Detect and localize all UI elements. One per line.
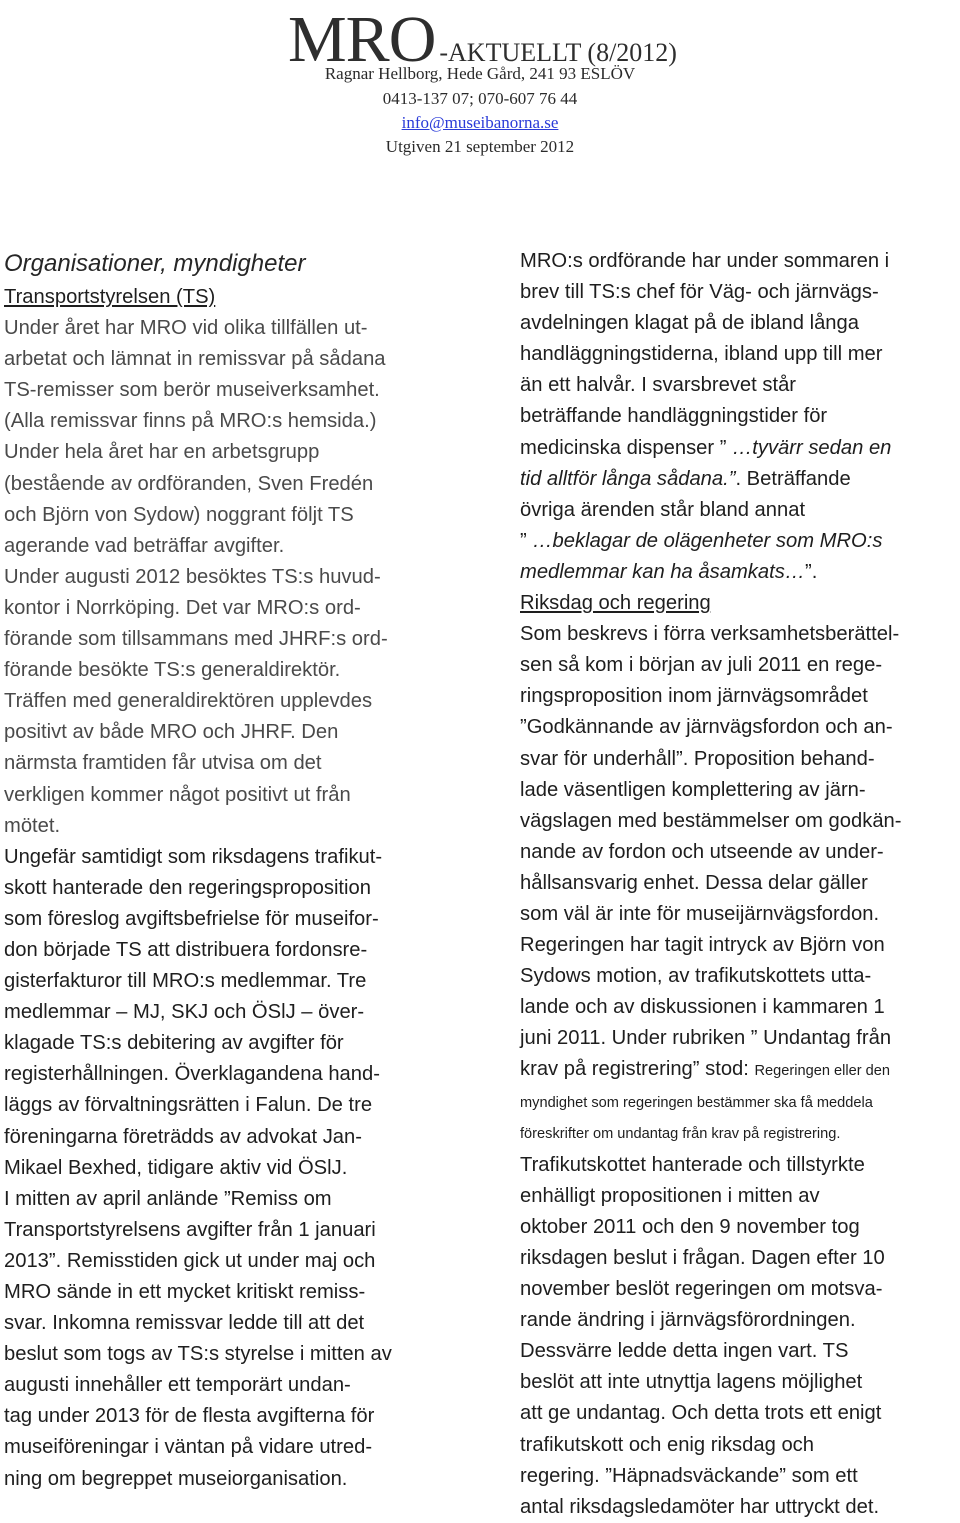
- email-link[interactable]: info@museibanorna.se: [401, 113, 559, 132]
- quote-span: medlemmar kan ha åsamkats…: [520, 560, 805, 583]
- text-line: agerande vad beträffar avgifter.: [4, 534, 285, 557]
- text-line: brev till TS:s chef för Väg- och järnvägs-: [520, 281, 879, 304]
- text-line: enhälligt propositionen i mitten av: [520, 1184, 820, 1207]
- left-column: [4, 246, 454, 1495]
- text-line: don började TS att distribuera fordonsre-: [4, 938, 368, 961]
- text-line: Under augusti 2012 besöktes TS:s huvud-: [4, 565, 381, 588]
- text-line: (Alla remissvar finns på MRO:s hemsida.): [4, 410, 377, 433]
- text-span: positivt av både MRO och JHRF.: [4, 721, 296, 744]
- text-line: [520, 557, 960, 588]
- address: Ragnar Hellborg, Hede Gård, 241 93 ESLÖV: [324, 64, 636, 83]
- text-line: vägslagen med bestämmelser om godkän-: [520, 809, 902, 832]
- sub-heading-riksdag: Riksdag och regering: [520, 592, 711, 615]
- text-line: [520, 526, 960, 557]
- text-line: Regeringen har tagit intryck av Björn von: [520, 934, 885, 957]
- text-line: regering. ”Häpnadsväckande” som ett: [520, 1464, 858, 1487]
- text-span: Det var MRO:s ord-: [180, 596, 361, 619]
- paragraph: [4, 842, 454, 1495]
- text-line: skott hanterade den regeringsproposition: [4, 876, 371, 899]
- sub-heading-transportstyrelsen: Transportstyrelsen (TS): [4, 286, 216, 308]
- text-line: svar för underhåll”. Proposition behand-: [520, 747, 875, 770]
- text-line: beträffande handläggningstider för: [520, 405, 828, 428]
- text-line: arbetat och lämnat in remissvar på sådana: [4, 348, 386, 371]
- text-line: antal riksdagsledamöter har uttryckt det.: [520, 1495, 880, 1518]
- text-line: 2013”. Remisstiden gick ut under maj och: [4, 1249, 376, 1272]
- text-line: sen så kom i början av juli 2011 en rege-: [520, 654, 883, 677]
- text-line: november beslöt regeringen om motsva-: [520, 1278, 883, 1301]
- text-span: ”.: [804, 560, 818, 583]
- title-sub: -AKTUELLT (8/2012): [439, 38, 677, 67]
- text-line: [520, 464, 960, 495]
- text-line: avdelningen klagat på de ibland långa: [520, 312, 859, 335]
- text-span: kontor i Norrköping.: [4, 596, 181, 619]
- paragraph: [520, 1150, 960, 1523]
- text-line: MRO:s ordförande har under sommaren i: [520, 250, 890, 272]
- text-line: Trafikutskottet hanterade och tillstyrkte: [520, 1153, 865, 1176]
- text-line: I mitten av april anlände ”Remiss om: [4, 1187, 332, 1210]
- text-line: Sydows motion, av trafikutskottets utta-: [520, 965, 872, 988]
- paragraph: [520, 246, 960, 588]
- text-line: förande som tillsammans med JHRF:s ord-: [4, 628, 388, 651]
- text-line: lade väsentligen komplettering av järn-: [520, 778, 866, 801]
- phone: 0413-137 07; 070-607 76 44: [382, 89, 578, 108]
- text-line: Transportstyrelsens avgifter från 1 januari: [4, 1218, 376, 1241]
- text-line: Under hela året har en arbetsgrupp: [4, 441, 320, 464]
- text-line: trafikutskott och enig riksdag och: [520, 1433, 814, 1456]
- text-line: förande besökte TS:s generaldirektör.: [4, 659, 341, 682]
- text-line: handläggningstiderna, ibland upp till mer: [520, 343, 883, 366]
- text-line: klagade TS:s debitering av avgifter för: [4, 1032, 344, 1055]
- text-line: som föreslog avgiftsbefrielse för museifor-: [4, 907, 379, 930]
- text-span: krav på registrering” stod:: [520, 1058, 755, 1081]
- right-column: [520, 246, 960, 1523]
- text-line-small: myndighet som regeringen bestämmer ska få meddela: [520, 1094, 873, 1111]
- text-line: MRO sände in ett mycket kritiskt remiss-: [4, 1281, 366, 1303]
- text-line: oktober 2011 och den 9 november tog: [520, 1215, 860, 1238]
- text-line: övriga ärenden står bland annat: [520, 498, 806, 521]
- text-line: riksdagen beslut i frågan. Dagen efter 10: [520, 1247, 885, 1269]
- section-heading: Organisationer, myndigheter: [4, 250, 306, 277]
- text-line: Mikael Bexhed, tidigare aktiv vid ÖSlJ.: [4, 1156, 348, 1179]
- text-line: än ett halvår. I svarsbrevet står: [520, 374, 797, 397]
- quote-span: …tyvärr sedan en: [732, 436, 892, 459]
- text-line: juni 2011. Under rubriken ” Undantag från: [520, 1027, 892, 1050]
- publish-date: Utgiven 21 september 2012: [385, 137, 575, 156]
- text-line: verkligen kommer något positivt ut från: [4, 783, 351, 806]
- text-line: Ungefär samtidigt som riksdagens trafikut-: [4, 845, 383, 868]
- text-line: beslut som togs av TS:s styrelse i mitten av: [4, 1343, 392, 1366]
- quote-small: Regeringen eller den: [754, 1063, 890, 1080]
- quote-span: …beklagar de olägenheter som MRO:s: [532, 529, 883, 552]
- text-span: ”: [520, 529, 533, 552]
- text-line: svar. Inkomna remissvar ledde till att det: [4, 1312, 365, 1335]
- text-line: Som beskrevs i förra verksamhetsberättel-: [520, 623, 900, 646]
- text-line: [520, 1054, 960, 1087]
- text-line: att ge undantag. Och detta trots ett enigt: [520, 1402, 882, 1425]
- text-line: Dessvärre ledde detta ingen vart. TS: [520, 1340, 849, 1363]
- text-line-small: föreskrifter om undantag från krav på registrering.: [520, 1125, 841, 1142]
- text-line: registerhållningen. Överklagandena hand-: [4, 1063, 380, 1086]
- text-line: [4, 717, 454, 748]
- quote-span: tid alltför långa sådana.”: [520, 467, 736, 490]
- text-line: beslöt att inte utnyttja lagens möjlighet: [520, 1371, 863, 1394]
- text-line: som väl är inte för museijärnvägsfordon.: [520, 902, 880, 925]
- text-line: gisterfakturor till MRO:s medlemmar. Tre: [4, 970, 367, 993]
- text-line: tag under 2013 för de flesta avgifterna för: [4, 1405, 375, 1428]
- text-line: läggs av förvaltningsrätten i Falun. De tre: [4, 1094, 373, 1117]
- text-line: närmsta framtiden får utvisa om det: [4, 752, 322, 775]
- text-line: ringsproposition inom järnvägsområdet: [520, 685, 868, 708]
- text-line: lande och av diskussionen i kammaren 1: [520, 996, 885, 1019]
- title-main: MRO: [288, 3, 436, 76]
- text-span: medicinska dispenser ”: [520, 436, 733, 459]
- text-line: [520, 433, 960, 464]
- text-line: hållsansvarig enhet. Dessa delar gäller: [520, 871, 868, 894]
- paragraph: [520, 619, 960, 1150]
- text-line: mötet.: [4, 814, 61, 837]
- text-span: Den: [295, 721, 339, 744]
- paragraph: [4, 313, 454, 842]
- text-line: föreningarna företrädds av advokat Jan-: [4, 1125, 362, 1148]
- text-line: medlemmar – MJ, SKJ och ÖSlJ – över-: [4, 1001, 365, 1024]
- text-line: ning om begreppet museiorganisation.: [4, 1467, 348, 1490]
- text-line: (bestående av ordföranden, Sven Fredén: [4, 472, 374, 495]
- text-line: augusti innehåller ett temporärt undan-: [4, 1374, 351, 1397]
- text-line: [4, 593, 454, 624]
- text-line: museiföreningar i väntan på vidare utred-: [4, 1436, 373, 1459]
- text-line: Under året har MRO vid olika tillfällen ut-: [4, 317, 368, 340]
- text-line: ”Godkännande av järnvägsfordon och an-: [520, 716, 893, 739]
- text-span: . Beträffande: [735, 467, 851, 490]
- text-line: TS-remisser som berör museiverksamhet.: [4, 379, 380, 402]
- text-line: nande av fordon och utseende av under-: [520, 840, 884, 863]
- text-line: och Björn von Sydow) noggrant följt TS: [4, 503, 354, 526]
- text-line: rande ändring i järnvägsförordningen.: [520, 1309, 856, 1332]
- text-line: Träffen med generaldirektören upplevdes: [4, 690, 373, 713]
